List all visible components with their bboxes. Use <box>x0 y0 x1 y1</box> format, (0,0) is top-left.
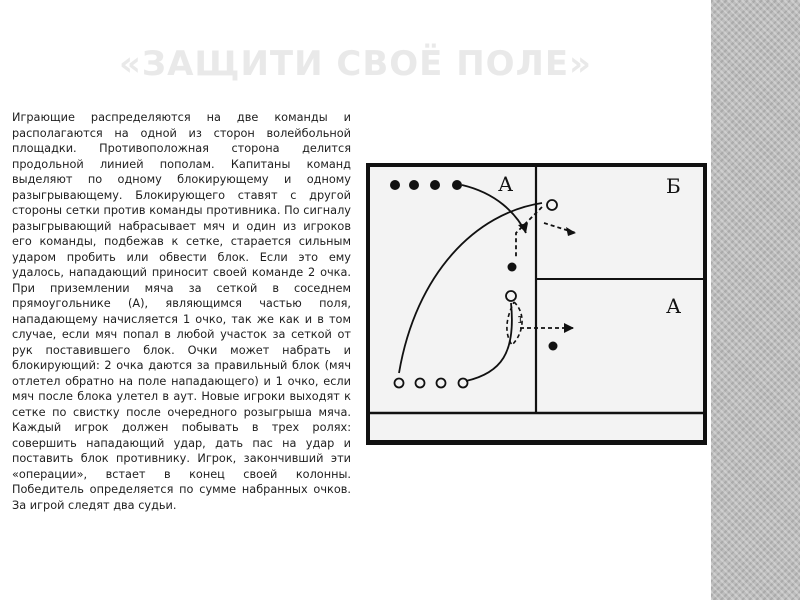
team-a-label: А <box>498 172 514 196</box>
decorative-side-band <box>711 0 800 600</box>
player-filled <box>390 180 400 190</box>
ball <box>508 263 517 272</box>
volleyball-drill-diagram <box>366 163 707 445</box>
trajectory-mark: 1 <box>517 315 524 326</box>
team-b-label: Б <box>666 174 681 198</box>
game-rules-text: Играющие распределяются на две команды и располагаются на одной из сторон волейбольной площадки. Противоположная сторона делится продольной линией пополам. Капитаны команд выделяют по одному блокирующему и одному разыгрывающему. Блокирующего ставят с другой стороны сетки против команды противника. По сигналу разыгрывающий набрасывает мяч и один из игроков его команды, подбежав к сетке, старается сильным ударом пробить или обвести блок. Если это ему удалось, нападающий приносит своей команде 2 очка. При приземлении мяча за сеткой в соседнем прямоугольнике (А), являющимся частью поля, нападающему начисляется 1 очко, так же как и в том случае, если мяч попал в любой участок за сеткой от рук поставившего блок. Очки может набрать и блокирующий: 2 очка даются за правильный блок (мяч отлетел обратно на поле нападающего) и 1 очко, если мяч после блока улетел в аут. Новые игроки выходят к сетке по свистку после очередного розыгрыша мяча. Каждый игрок должен побывать в трех ролях: совершить нападающий удар, дать пас на удар и поставить блок противнику. Игрок, закончивший эти «операции», встает в конец своей колонны. Победитель определяется по сумме набранных очков. За игрой следят два судьи. <box>12 111 351 512</box>
player-filled <box>409 180 419 190</box>
zone-a-label: А <box>666 294 682 318</box>
player-filled <box>430 180 440 190</box>
player-filled <box>452 180 462 190</box>
slide-title: «ЗАЩИТИ СВОЁ ПОЛЕ» <box>118 44 593 84</box>
ball <box>549 342 558 351</box>
court-diagram-svg <box>366 163 707 445</box>
